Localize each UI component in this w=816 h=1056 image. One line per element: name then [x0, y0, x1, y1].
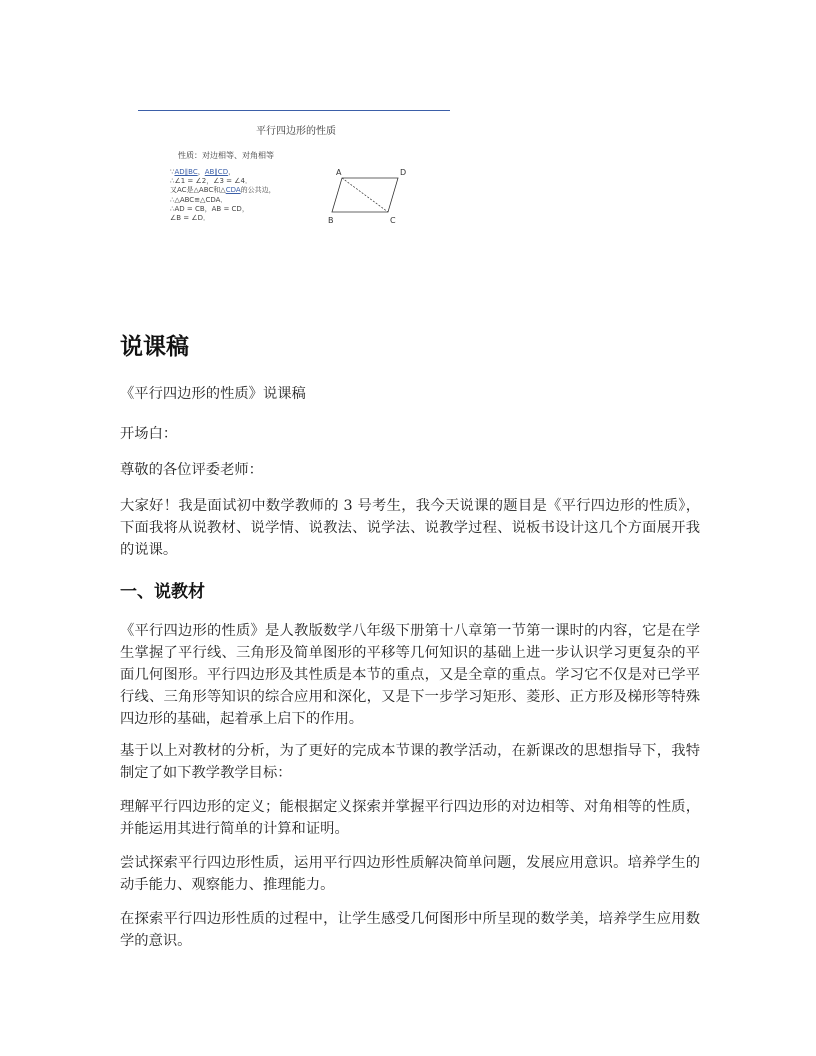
figure-top-rule	[138, 110, 450, 111]
proof-line: ∴△ABC≌△CDA．	[170, 195, 228, 204]
proof-line: ∵AD∥BC，AB∥CD，	[170, 168, 236, 176]
proof-line: ∠B = ∠D．	[170, 214, 211, 223]
objective-emotion: 在探索平行四边形性质的过程中，让学生感受几何图形中所呈现的数学美，培养学生应用数学的意识。	[120, 911, 700, 949]
section-heading-textbook: 一、说教材	[120, 582, 205, 602]
figure-title: 平行四边形的性质	[256, 126, 336, 137]
opening-label: 开场白：	[120, 426, 178, 442]
vertex-c-label: C	[390, 216, 396, 225]
lesson-title: 《平行四边形的性质》说课稿	[120, 386, 306, 402]
greeting: 尊敬的各位评委老师：	[120, 462, 263, 478]
textbook-analysis-paragraph: 《平行四边形的性质》是人教版数学八年级下册第十八章第一节第一课时的内容，它是在学生掌握了平行线、三角形及简单图形的平移等几何知识的基础上进一步认识学习更复杂的平面几何图形。平行四边形及其性质是本节的重点，又是全章的重点。学习它不仅是对已学平行线、三角形等知识的综合应用和深化，又是下一步学习矩形、菱形、正方形及梯形等特殊四边形的基础，起着承上启下的作用。	[120, 623, 700, 727]
vertex-d-label: D	[400, 168, 407, 177]
proof-line: ∴AD = CB，AB = CD，	[170, 204, 249, 213]
objective-ability: 尝试探索平行四边形性质，运用平行四边形性质解决简单问题，发展应用意识。培养学生的动手能力、观察能力、推理能力。	[120, 855, 700, 893]
proof-block	[170, 168, 276, 223]
proof-line: ∴∠1 = ∠2，∠3 = ∠4．	[170, 177, 253, 186]
page-title: 说课稿	[120, 334, 189, 360]
vertex-a-label: A	[336, 168, 342, 177]
introduction-paragraph: 大家好！我是面试初中数学教师的 3 号考生，我今天说课的题目是《平行四边形的性质》，下面我将从说教材、说学情、说教法、说学法、说教学过程、说板书设计这几个方面展开我的说课。	[120, 498, 700, 558]
figure-property: 性质：对边相等、对角相等	[178, 151, 274, 160]
parallelogram-diagram	[328, 166, 418, 226]
proof-line: 又AC是△ABC和△CDA的公共边，	[170, 186, 276, 195]
vertex-b-label: B	[328, 216, 334, 225]
objective-knowledge: 理解平行四边形的定义；能根据定义探索并掌握平行四边形的对边相等、对角相等的性质，并能运用其进行简单的计算和证明。	[120, 799, 700, 837]
textbook-figure	[138, 108, 450, 243]
diagonal-ac	[342, 178, 388, 212]
objectives-intro-paragraph: 基于以上对教材的分析，为了更好的完成本节课的教学活动，在新课改的思想指导下，我特制定了如下教学教学目标：	[120, 743, 700, 781]
